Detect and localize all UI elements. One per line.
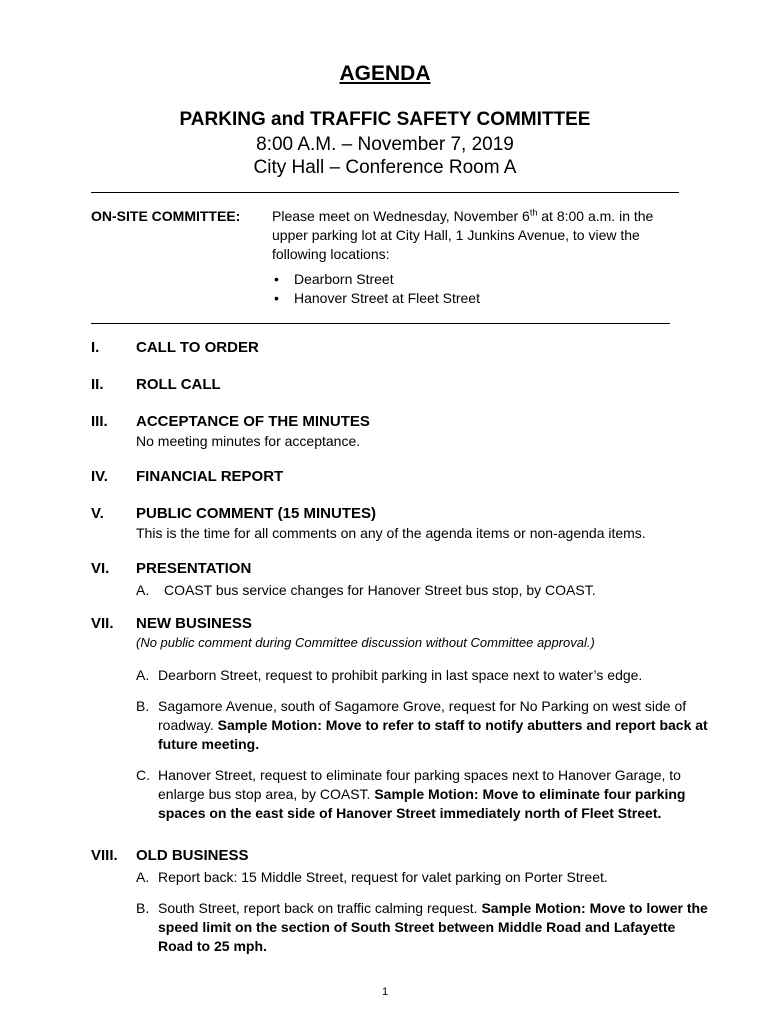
section-title: PRESENTATION: [136, 560, 252, 577]
agenda-title: AGENDA: [339, 62, 431, 85]
section-minutes: [91, 412, 711, 451]
section-title: ROLL CALL: [136, 376, 221, 393]
section-title: FINANCIAL REPORT: [136, 468, 284, 485]
item-letter: B.: [136, 698, 150, 714]
section-number: VI.: [91, 560, 110, 577]
section-new-business: [91, 614, 711, 823]
section-title: CALL TO ORDER: [136, 339, 259, 356]
onsite-text: [272, 207, 692, 264]
section-number: III.: [91, 413, 108, 430]
item-letter: B.: [136, 900, 150, 916]
onsite-location-item: • Hanover Street at Fleet Street: [272, 289, 480, 308]
section-title: PUBLIC COMMENT (15 MINUTES): [136, 505, 376, 522]
onsite-date-suffix: th: [529, 207, 538, 218]
onsite-location-item: • Dearborn Street: [272, 270, 480, 289]
section-roll-call: [91, 375, 711, 395]
section-note: (No public comment during Committee discussion without Committee approval.): [136, 635, 595, 650]
item-letter: A.: [136, 582, 150, 598]
agenda-item: [136, 868, 711, 887]
sample-motion: Sample Motion: Move to eliminate four parking spaces on the east side of Hanover Street immediately north of Fleet Street.: [158, 786, 686, 821]
item-letter: A.: [136, 667, 150, 683]
item-letter: C.: [136, 767, 150, 783]
agenda-item: [136, 766, 711, 823]
item-text: South Street, report back on traffic calming request.: [158, 900, 482, 916]
item-text: Report back: 15 Middle Street, request for valet parking on Porter Street.: [158, 869, 608, 885]
onsite-text-end: at 8:00 a.m. in the upper parking lot at City Hall, 1 Junkins Avenue, to view the following locations:: [272, 208, 654, 262]
section-number: V.: [91, 505, 104, 522]
meeting-location: City Hall – Conference Room A: [253, 157, 517, 178]
sample-motion: Sample Motion: Move to refer to staff to notify abutters and report back at future meeting.: [158, 717, 708, 752]
section-title: NEW BUSINESS: [136, 615, 252, 632]
section-presentation: [91, 559, 711, 600]
item-text: COAST bus service changes for Hanover Street bus stop, by COAST.: [164, 582, 596, 598]
meeting-datetime: 8:00 A.M. – November 7, 2019: [256, 134, 514, 155]
page-number: 1: [381, 986, 389, 998]
divider-bottom: [91, 323, 670, 324]
section-number: I.: [91, 339, 100, 356]
section-title: ACCEPTANCE OF THE MINUTES: [136, 413, 370, 430]
agenda-item: [136, 697, 711, 754]
sample-motion: Sample Motion: Move to lower the speed limit on the section of South Street between Middle Road and Lafayette Road to 25 mph.: [158, 900, 708, 954]
section-old-business: [91, 846, 711, 956]
section-number: VII.: [91, 615, 114, 632]
divider-top: [91, 192, 679, 193]
item-text: Dearborn Street, request to prohibit parking in last space next to water’s edge.: [158, 667, 643, 683]
section-public-comment: [91, 504, 711, 543]
section-call-to-order: [91, 338, 711, 358]
item-text: Sagamore Avenue, south of Sagamore Grove, request for No Parking on west side of roadway.: [158, 698, 687, 733]
section-description: No meeting minutes for acceptance.: [136, 433, 361, 449]
committee-name: PARKING and TRAFFIC SAFETY COMMITTEE: [179, 109, 591, 130]
onsite-locations: [272, 270, 480, 308]
onsite-text-start: Please meet on Wednesday, November 6: [272, 208, 530, 224]
section-number: VIII.: [91, 847, 118, 864]
agenda-item: [136, 899, 711, 956]
onsite-label: ON-SITE COMMITTEE:: [91, 208, 241, 224]
item-letter: A.: [136, 869, 150, 885]
section-title: OLD BUSINESS: [136, 847, 249, 864]
section-description: This is the time for all comments on any of the agenda items or non-agenda items.: [136, 525, 646, 541]
agenda-item: [136, 581, 711, 600]
section-number: II.: [91, 376, 104, 393]
agenda-item: [136, 666, 711, 685]
item-text: Hanover Street, request to eliminate four parking spaces next to Hanover Garage, to enlarge bus stop area, by COAST.: [158, 767, 681, 802]
section-financial-report: [91, 467, 711, 487]
section-number: IV.: [91, 468, 108, 485]
